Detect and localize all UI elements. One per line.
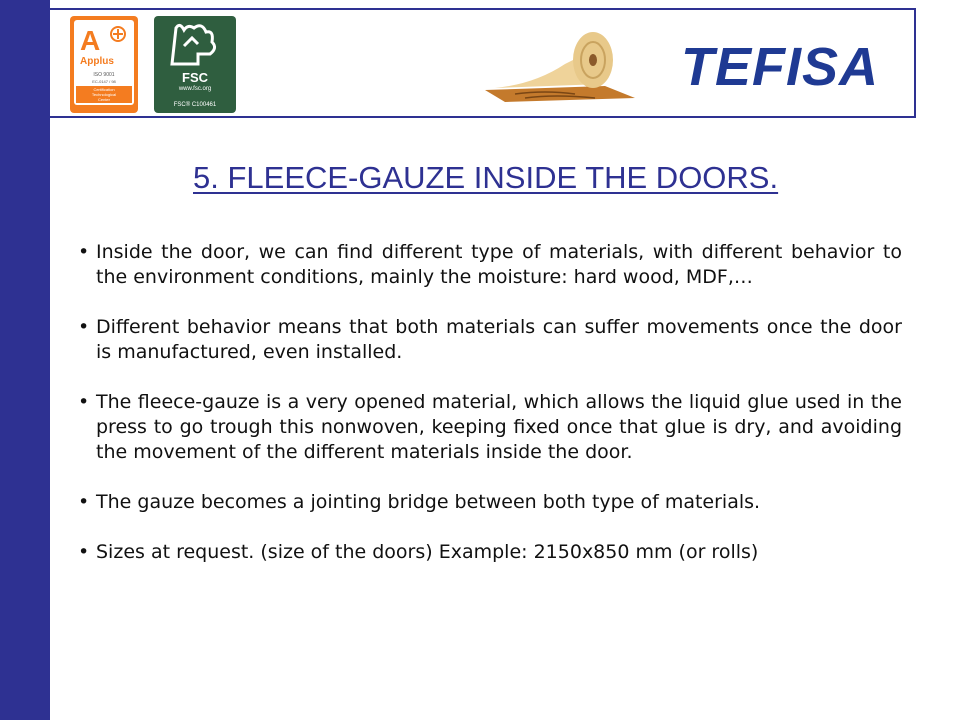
list-item xyxy=(78,240,902,290)
fsc-code: FSC® C100461 xyxy=(173,102,217,108)
bullet-dot-icon: • xyxy=(78,316,90,338)
fsc-tree-icon xyxy=(154,16,236,70)
bullet-dot-icon: • xyxy=(78,391,90,413)
bullet-dot-icon: • xyxy=(78,491,90,513)
applus-mark-icon xyxy=(74,20,134,105)
bullet-text: The fleece-gauze is a very opened material, which allows the liquid glue used in the press to go trough this nonwoven, keeping fixed once that glue is dry, and avoiding the movement of the different materials inside the door. xyxy=(96,391,902,463)
fsc-logo xyxy=(154,16,236,113)
svg-text:Certification: Certification xyxy=(93,87,115,92)
bullet-text: Inside the door, we can find different type of materials, with different behavior to the environment conditions, mainly the moisture: hard wood, MDF,… xyxy=(96,241,902,288)
bullet-text: Sizes at request. (size of the doors) Example: 2150x850 mm (or rolls) xyxy=(96,541,759,563)
bullet-dot-icon: • xyxy=(78,241,90,263)
bullet-text: Different behavior means that both materials can suffer movements once the door is manufactured, even installed. xyxy=(96,316,902,363)
applus-logo xyxy=(70,16,138,113)
applus-brand: Applus xyxy=(80,56,114,67)
bullet-dot-icon: • xyxy=(78,541,90,563)
svg-text:EC-0147 / 98: EC-0147 / 98 xyxy=(92,79,116,84)
tefisa-wordmark: TEFISA xyxy=(681,37,880,97)
svg-text:Center: Center xyxy=(97,97,111,102)
svg-text:A: A xyxy=(80,25,101,56)
slide-title: 5. FLEECE-GAUZE INSIDE THE DOORS. xyxy=(193,160,779,195)
bullet-text: The gauze becomes a jointing bridge between both type of materials. xyxy=(96,491,761,513)
list-item xyxy=(78,490,902,515)
bullet-list xyxy=(78,240,902,565)
fsc-name: FSC xyxy=(182,70,208,85)
list-item xyxy=(78,390,902,465)
svg-text:ISO 9001: ISO 9001 xyxy=(93,72,115,78)
list-item xyxy=(78,540,902,565)
svg-text:Technological: Technological xyxy=(91,92,117,97)
fsc-url: www.fsc.org xyxy=(178,86,212,92)
logo-header xyxy=(50,8,916,118)
gauze-roll-icon xyxy=(485,28,685,108)
list-item xyxy=(78,315,902,365)
tefisa-logo xyxy=(485,28,905,108)
left-accent-bar xyxy=(0,0,50,720)
